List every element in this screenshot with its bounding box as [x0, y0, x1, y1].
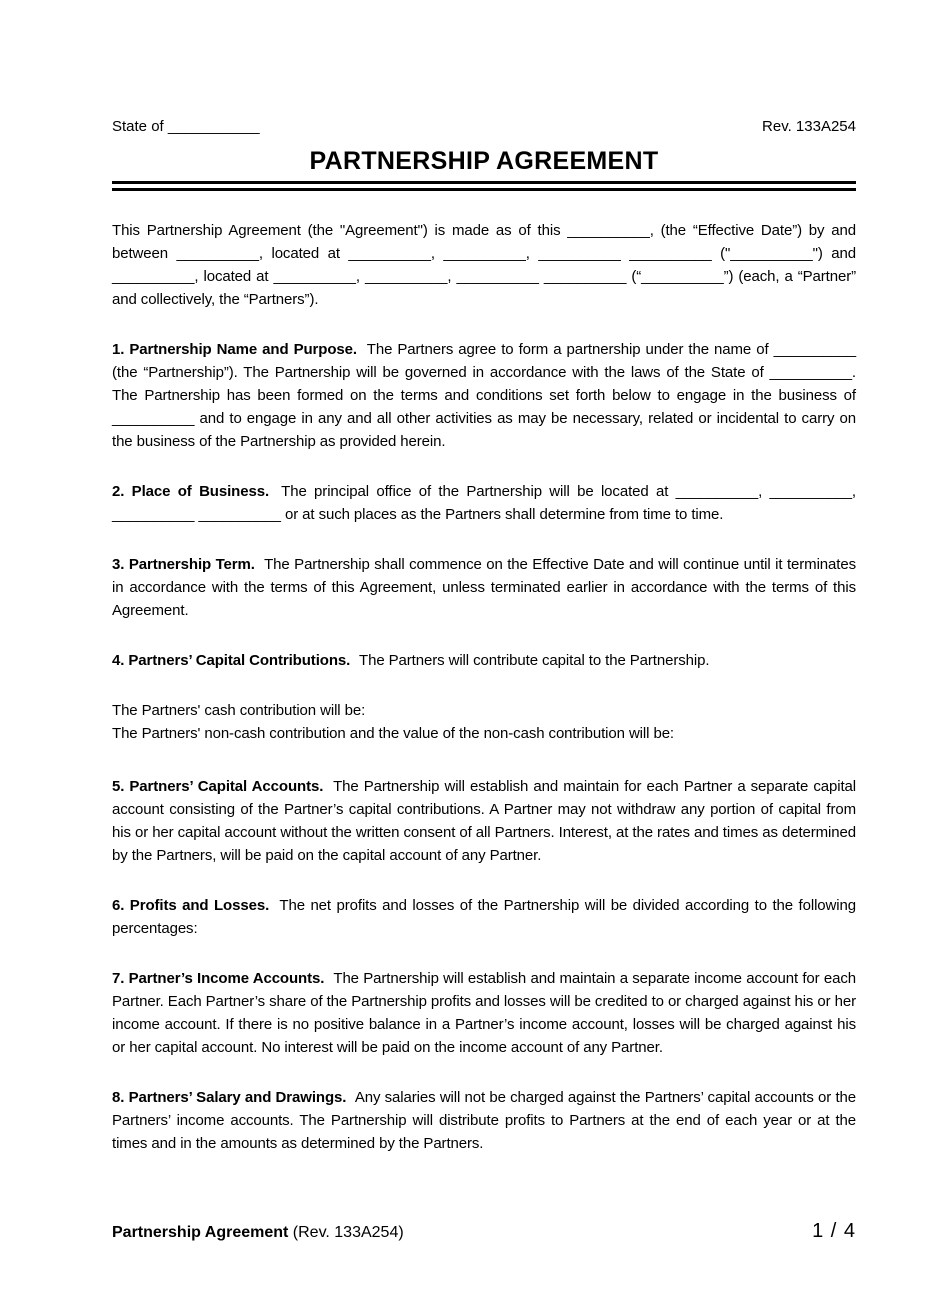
noncash-contribution-line: The Partners' non-cash contribution and the value of the non-cash contribution will be:	[112, 725, 675, 742]
document-content	[112, 118, 856, 1182]
section-2-body: The principal office of the Partnership will be located at __________, __________, __________ __________ or at such places as the Partners shall determine from time to time.	[112, 483, 857, 523]
page-header	[112, 118, 856, 136]
section-4-paragraph	[112, 649, 856, 672]
section-5-paragraph	[112, 775, 856, 867]
section-2-paragraph	[112, 480, 856, 526]
revision-label: Rev. 133A254	[762, 118, 856, 135]
state-of-line	[112, 118, 260, 136]
section-8-paragraph	[112, 1086, 856, 1155]
section-1-body: The Partners agree to form a partnership under the name of __________ (the “Partnership”). The Partnership will be governed in accordance with the laws of the State of __________. The Partnership has been formed on the terms and conditions set forth below to engage in the business of __________ and to engage in any and all other activities as may be necessary, related or incidental to carry on the business of the Partnership as provided herein.	[112, 341, 856, 450]
section-3-heading: 3. Partnership Term.	[112, 556, 255, 573]
footer-doc-title: Partnership Agreement	[112, 1224, 289, 1241]
intro-paragraph: This Partnership Agreement (the "Agreement") is made as of this __________, (the “Effective Date”) by and between __________, located at __________, __________, __________ __________ ("__________") and __________, located at __________, __________, __________ __________ (“__________”) (each, a “Partner” and collectively, the “Partners”).	[112, 222, 856, 308]
page-title: PARTNERSHIP AGREEMENT	[309, 147, 659, 175]
title-divider	[112, 181, 856, 191]
contribution-lines	[112, 699, 856, 745]
section-5-body: The Partnership will establish and maintain for each Partner a separate capital account consisting of the Partner’s capital contributions. A Partner may not withdraw any portion of capital from his or her capital account without the written consent of all Partners. Interest, at the rates and times as determined by the Partners, will be paid on the capital account of any Partner.	[112, 778, 856, 864]
footer-rev: (Rev. 133A254)	[292, 1224, 404, 1241]
state-of-label: State of	[112, 118, 164, 135]
section-1-heading: 1. Partnership Name and Purpose.	[112, 341, 357, 358]
section-6-paragraph	[112, 894, 856, 940]
section-7-heading: 7. Partner’s Income Accounts.	[112, 970, 325, 987]
section-3-body: The Partnership shall commence on the Effective Date and will continue until it terminates in accordance with the terms of this Agreement, unless terminated earlier in accordance with the terms of this Agreement.	[112, 556, 856, 619]
section-5-heading: 5. Partners’ Capital Accounts.	[112, 778, 324, 795]
page-number-indicator: 1 / 4	[812, 1220, 856, 1242]
section-7-body: The Partnership will establish and maintain a separate income account for each Partner. Each Partner’s share of the Partnership profits and losses will be credited to or charged against his or her income account. If there is no positive balance in a Partner’s income account, losses will be charged against his or her capital account. No interest will be paid on the income account of any Partner.	[112, 970, 856, 1056]
section-6-body: The net profits and losses of the Partnership will be divided according to the following percentages:	[112, 897, 856, 937]
section-6-heading: 6. Profits and Losses.	[112, 897, 270, 914]
section-4-heading: 4. Partners’ Capital Contributions.	[112, 652, 351, 669]
section-4-body: The Partners will contribute capital to the Partnership.	[359, 652, 710, 669]
state-of-blank: ___________	[167, 118, 260, 135]
section-2-heading: 2. Place of Business.	[112, 483, 270, 500]
footer-document-label	[112, 1224, 404, 1242]
section-3-paragraph	[112, 553, 856, 622]
cash-contribution-line: The Partners' cash contribution will be:	[112, 702, 366, 719]
page-footer	[112, 1220, 856, 1243]
section-1-paragraph	[112, 338, 856, 453]
section-7-paragraph	[112, 967, 856, 1059]
section-8-body: Any salaries will not be charged against the Partners’ capital accounts or the Partners’ income accounts. The Partnership will distribute profits to Partners at the end of each year or at the times and in the amounts as determined by the Partners.	[112, 1089, 856, 1152]
section-8-heading: 8. Partners’ Salary and Drawings.	[112, 1089, 347, 1106]
